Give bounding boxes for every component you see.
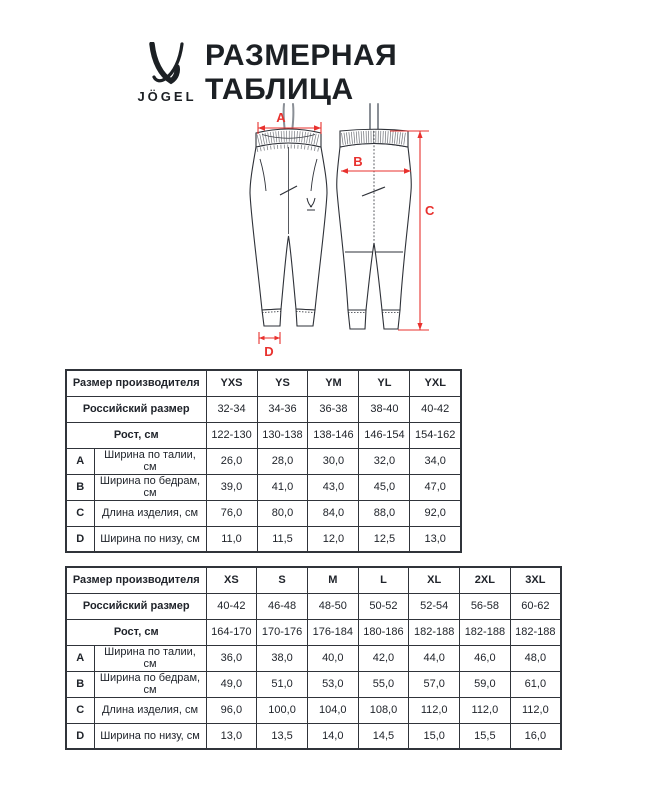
measure-value: 26,0 [206,448,257,474]
measure-name: Длина изделия, см [94,500,206,526]
header-value: 122-130 [206,422,257,448]
header-label: Российский размер [66,593,206,619]
header-value: 32-34 [206,396,257,422]
brand-wordmark: JÖGEL [137,89,197,104]
header-label: Размер производителя [66,370,206,396]
header-value: L [358,567,409,593]
measure-row [66,645,561,671]
header-value: 48-50 [307,593,358,619]
measure-value: 112,0 [409,697,460,723]
measure-letter: A [66,448,94,474]
measure-row [66,474,461,500]
measure-name: Длина изделия, см [94,697,206,723]
measure-value: 12,5 [359,526,410,552]
measure-value: 13,0 [206,723,257,749]
measure-value: 92,0 [410,500,461,526]
measure-letter: D [66,723,94,749]
measure-value: 36,0 [206,645,257,671]
measure-letter: C [66,697,94,723]
header-value: 50-52 [358,593,409,619]
size-table-adult [65,566,562,750]
pants-measurement-diagram [0,95,665,367]
measure-value: 14,5 [358,723,409,749]
measure-value: 14,0 [307,723,358,749]
measure-letter: A [66,645,94,671]
measure-value: 84,0 [308,500,359,526]
dimension-a-label: A [276,110,286,125]
measure-value: 80,0 [257,500,308,526]
header-value: 146-154 [359,422,410,448]
header-label: Рост, см [66,422,206,448]
measure-value: 88,0 [359,500,410,526]
header-value: 176-184 [307,619,358,645]
measure-value: 57,0 [409,671,460,697]
header-value: 182-188 [510,619,561,645]
pants-back-drawing [337,104,412,329]
jogel-mark-icon [144,42,190,88]
header-label: Российский размер [66,396,206,422]
header-row [66,370,461,396]
measure-value: 16,0 [510,723,561,749]
measure-value: 34,0 [410,448,461,474]
header-value: 40-42 [206,593,257,619]
measure-value: 39,0 [206,474,257,500]
measure-value: 59,0 [460,671,511,697]
header-value: 56-58 [460,593,511,619]
page-title: РАЗМЕРНАЯ ТАБЛИЦА [205,39,398,106]
measure-value: 44,0 [409,645,460,671]
header-value: YS [257,370,308,396]
header-row [66,396,461,422]
measure-value: 112,0 [510,697,561,723]
measure-value: 47,0 [410,474,461,500]
header-value: 182-188 [460,619,511,645]
header-row [66,422,461,448]
measure-value: 55,0 [358,671,409,697]
measure-row [66,526,461,552]
header-value: 38-40 [359,396,410,422]
measure-row [66,671,561,697]
measure-value: 12,0 [308,526,359,552]
header-value: S [257,567,308,593]
measure-value: 96,0 [206,697,257,723]
measure-value: 11,5 [257,526,308,552]
header-value: 182-188 [409,619,460,645]
header-value: 170-176 [257,619,308,645]
measure-name: Ширина по бедрам, см [94,474,206,500]
dimension-c-label: C [425,203,435,218]
header-value: 36-38 [308,396,359,422]
measure-value: 45,0 [359,474,410,500]
measure-name: Ширина по низу, см [94,526,206,552]
header-value: XL [409,567,460,593]
header-label: Размер производителя [66,567,206,593]
header-value: YXS [206,370,257,396]
measure-value: 42,0 [358,645,409,671]
header-value: YM [308,370,359,396]
measure-value: 53,0 [307,671,358,697]
header-value: M [307,567,358,593]
dimension-d-label: D [264,344,274,359]
dimension-d-arrow [259,332,280,359]
measure-row [66,500,461,526]
size-table-youth [65,369,462,553]
measure-value: 30,0 [308,448,359,474]
header-value: 52-54 [409,593,460,619]
measure-value: 46,0 [460,645,511,671]
header-value: 130-138 [257,422,308,448]
header-value: 154-162 [410,422,461,448]
measure-row [66,697,561,723]
header-row [66,593,561,619]
measure-value: 38,0 [257,645,308,671]
measure-row [66,448,461,474]
measure-value: 100,0 [257,697,308,723]
measure-letter: B [66,474,94,500]
measure-value: 28,0 [257,448,308,474]
header-value: YL [359,370,410,396]
header-row [66,619,561,645]
measure-value: 43,0 [308,474,359,500]
measure-value: 112,0 [460,697,511,723]
header-value: 46-48 [257,593,308,619]
measure-value: 76,0 [206,500,257,526]
measure-name: Ширина по талии, см [94,645,206,671]
header-value: 60-62 [510,593,561,619]
measure-value: 61,0 [510,671,561,697]
header-value: 34-36 [257,396,308,422]
header-value: 164-170 [206,619,257,645]
measure-value: 32,0 [359,448,410,474]
measure-letter: B [66,671,94,697]
measure-value: 51,0 [257,671,308,697]
measure-name: Ширина по бедрам, см [94,671,206,697]
measure-value: 40,0 [307,645,358,671]
measure-value: 41,0 [257,474,308,500]
measure-value: 48,0 [510,645,561,671]
header-value: 40-42 [410,396,461,422]
header-row [66,567,561,593]
measure-value: 15,5 [460,723,511,749]
measure-value: 11,0 [206,526,257,552]
header-value: 2XL [460,567,511,593]
measure-value: 49,0 [206,671,257,697]
measure-name: Ширина по талии, см [94,448,206,474]
header-value: YXL [410,370,461,396]
header-label: Рост, см [66,619,206,645]
measure-letter: D [66,526,94,552]
measure-value: 15,0 [409,723,460,749]
measure-name: Ширина по низу, см [94,723,206,749]
measure-value: 108,0 [358,697,409,723]
dimension-b-label: B [353,154,363,169]
header-value: XS [206,567,257,593]
measure-letter: C [66,500,94,526]
header-value: 180-186 [358,619,409,645]
measure-value: 13,5 [257,723,308,749]
measure-value: 104,0 [307,697,358,723]
header-value: 138-146 [308,422,359,448]
pants-front-drawing [250,104,327,326]
header-value: 3XL [510,567,561,593]
measure-row [66,723,561,749]
measure-value: 13,0 [410,526,461,552]
